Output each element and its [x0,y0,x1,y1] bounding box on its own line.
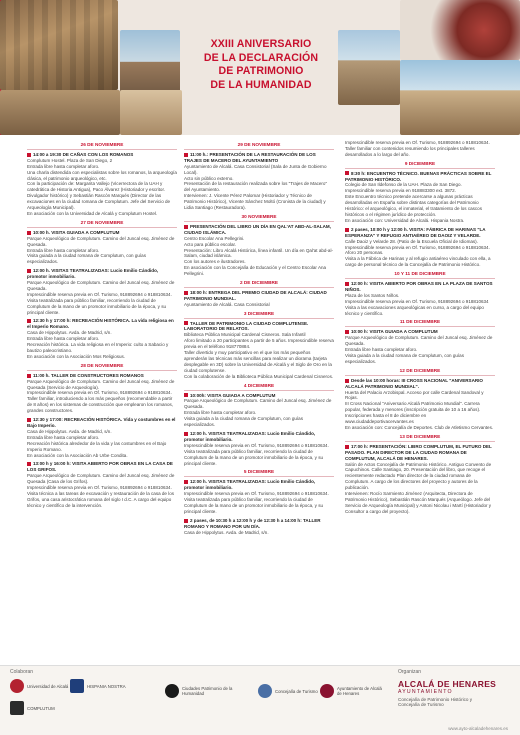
event-detail: Entrada libre hasta completar aforo. [27,434,100,440]
event-detail: En asociación con la Universidad de Alcalá y Complutum Hostel. [27,210,158,216]
event-item [345,171,495,224]
event-detail: Entrada libre hasta completar aforo. [345,347,418,353]
date-heading: 28 DE NOVIEMBRE [27,363,177,371]
turismo-icon [258,684,272,698]
event-detail: Acto para público escolar. [184,241,237,247]
event-title-text: 12:00 h. VISITAS TEATRALIZADAS: Lucio Emilio Cándido, promotor inmobiliario. [184,430,316,442]
event-title-text: 18:00 h: ENTREGA DEL PREMIO CIUDAD DE ALCALÁ: CIUDAD PATRIMONIO MUNDIAL. [184,289,327,301]
event-title [184,224,334,236]
event-title-text: 2 pases, de 10:30 h a 12:00 h y de 12:30 h a 14:00 h: TALLER ROMANO Y ROMANO POR UN DÍA. [184,517,321,529]
date-heading: 10 Y 11 DE DICIEMBRE [345,271,495,279]
website-link[interactable]: www.ayto-alcaladehenares.es [448,726,508,731]
event-detail: En asociación con la Asociación Mos Religiosus. [27,353,126,359]
bullet-icon [184,432,188,436]
event-item [184,321,334,380]
event-detail: Visita teatralizada para público familiar, recorriendo la ciudad de Complutum de la mano de un promotor inmobiliario de la época, y su principal cliente. [184,497,324,514]
event-title-text: 10:00 h: VISITA GUIADA A COMPLUTUM [351,329,438,335]
organizer-department-line: Concejalía de Turismo [398,702,444,708]
university-name: Universidad de Alcalá [27,683,69,689]
bullet-icon [184,321,188,325]
event-detail: Parque Arqueológico de Complutum. Camino del Juncal esq. Jiménez de Quesada. [184,398,332,410]
event-item [184,152,334,211]
event-detail: Intervienen: Rocío Sarmiento Jiménez (Arquitecta, Directora de Patrimonio Histórico), Sebastián Rascón Marqués (Arqueólogo. Jefe del Servicio de Arqueología Municipal) y Antoni Nicolau i Martí (Historiador y Consultor a cargo del proyecto). [345,491,492,514]
ciudades-patrimonio-name: Ciudades Patrimonio de la Humanidad [182,686,233,696]
event-detail: Aforo 20 personas. [345,250,384,256]
program-column-2 [184,140,334,538]
event-title [184,290,334,302]
event-item [184,393,334,428]
event-detail: Imprescindible reserva previa en Of. Turismo, 918892694 o 918810634. [345,140,490,145]
event-detail: Visita teatralizada para público familiar, recorriendo la ciudad de Complutum de la mano de un promotor inmobiliario de la época, y su principal cliente. [184,448,324,466]
event-item [27,152,177,217]
event-detail: Casa de Hippolytus. Avda. de Madrid, s/n. [27,330,112,336]
alcala-name: ALCALÁ DE HENARES [398,679,497,689]
event-detail: Entrada libre hasta completar aforo. [27,336,100,342]
event-detail: Parque Arqueológico de Complutum. Camino del Juncal esq. Jiménez de Quesada (Servicio de Arqueología). [27,378,175,390]
event-detail: Visita técnica a las tareas de excavación y restauración de la casa de los Grifos, una casa aristocrática romana del siglo I d.C. A cargo del equipo técnico y científico de la intervención. [27,490,175,508]
event-detail: Con los autores e ilustradores. [184,259,246,265]
event-item [184,479,334,514]
header-banner [0,0,520,135]
event-title-text: 12:00 h: VISITA ABIERTO POR OBRAS EN LA PLAZA DE SANTOS NIÑOS. [345,281,493,292]
event-item [27,318,177,359]
event-title-text: 11:00 h. TALLER DE CONSTRUCTORES ROMANOS [33,372,144,378]
title-line: XXIII ANIVERSARIO [210,38,312,50]
event-detail: Visita teatralizada para público familiar, recorriendo la ciudad de Complutum de la mano de un promotor inmobiliario de la época, y su principal cliente. [27,297,167,315]
title-line: DE PATRIMONIO [218,65,304,77]
event-detail: Imprescindible reserva previa en Of. Turismo, 918892694 o 918810634. [27,485,172,491]
turismo-name: Concejalía de Turismo [275,688,318,694]
event-title-text: 14:00 a 19:30 DE CAÑAS CON LOS ROMANOS [33,151,134,157]
ciudades-patrimonio-logo [165,684,245,698]
photo-rooftops [0,90,120,135]
event-detail: III Cross Nacional "Aniversario Alcalá Patrimonio Mundial". Carrera popular, federada y menores (inscripción gratuita de 10 a 16 años). Inscripciones hasta el 8 de diciembre en www.ciudaddeportivacervantes.es [345,401,481,425]
bullet-icon [345,379,349,383]
program-column-1 [27,140,177,512]
date-heading: 26 DE NOVIEMBRE [27,142,177,150]
org-label: Organizan [398,669,422,675]
event-title-text: 8:30 h: ENCUENTRO TÉCNICO. BUENAS PRÁCTICAS SOBRE EL PATRIMONIO HISTÓRICO. [345,170,492,182]
bullet-icon [184,393,188,397]
bullet-icon [27,462,31,466]
event-item [345,140,495,158]
ayuntamiento-logo [320,684,385,698]
hispania-nostra-icon [70,679,84,693]
event-title-text: 10:00h: VISITA GUIADA A COMPLUTUM [190,392,276,398]
university-seal-icon [10,679,24,693]
event-item [184,224,334,277]
event-title-text: 13:00 h y 16:00 h: VISITA ABIERTO POR OBRAS EN LA CASA DE LOS GRIFOS. [27,461,173,473]
event-detail: Con la participación de: Margarita Vallejo (Vicerrectora de la UAH y catedrática de Historia Antigua), Paco Álvarez (Historiador y escritor. Divulgador histórico) y Sebastián Rascón Marqués (Director de las excavaciones en la ciudad romana de Complutum. Jefe del Servicio de Arqueología Municipal). [27,181,171,211]
photo-roman-ruins [0,0,118,90]
date-heading: 4 DICIEMBRE [184,383,334,391]
date-heading: 11 DE DICIEMBRE [345,319,495,327]
date-heading: 3 DICIEMBRE [184,311,334,319]
event-title [345,281,495,293]
event-detail: Una charla distendida con especialistas sobre los romanos, la arqueología clásica, el patrimonio arqueológico, etc. [27,169,177,181]
event-item [345,444,495,515]
alcala-sub: AYUNTAMIENTO [398,689,453,695]
bullet-icon [345,171,349,175]
date-heading: 13 DE DICIEMBRE [345,434,495,442]
bullet-icon [345,282,349,286]
event-detail: En asociación con: Universidad de Alcalá. Hispania Nostra. [345,217,465,223]
alcala-organizer-logo [398,679,510,708]
hispania-nostra-name: HISPANIA NOSTRA [87,683,126,689]
event-item [345,227,495,268]
event-item [184,431,334,466]
complutum-icon [10,701,24,715]
event-title-text: 17:00 h: PRESENTACIÓN: LIBRO COMPLUTUM, EL FUTURO DEL PASADO. PLAN DIRECTOR DE LA CIUDAD ROMANA DE COMPLUTUM, ALCALÁ DE HENARES. [345,443,492,461]
bullet-icon [27,269,31,273]
bullet-icon [27,418,31,422]
event-detail: Huerta del Palacio Arzobispal. Acceso por calle Cardenal Sandoval y Rojas. [345,389,484,401]
event-item [345,329,495,364]
event-title [184,518,334,530]
event-detail: Ayuntamiento de Alcalá. Casa Consistorial [184,301,270,307]
event-item [27,373,177,414]
event-detail: Visita guiada a la ciudad romana de Complutum, con guías especializados. [184,416,303,428]
event-title [345,227,495,239]
photo-wine-glass [400,0,520,60]
event-detail: Imprescindible reserva previa en Of. Turismo, 918892694 o 918810634. [27,291,172,297]
ciudades-patrimonio-icon [165,684,179,698]
date-heading: 9 DICIEMBRE [345,161,495,169]
bullet-icon [184,153,188,157]
event-detail: Colegio de San Ildefonso de la UAH. Plaza de San Diego. [345,182,462,188]
event-title [186,38,336,92]
organizer-department-line: Concejalía de Patrimonio Histórico y [398,697,473,702]
event-item [345,378,495,431]
bullet-icon [27,319,31,323]
event-detail: Entrada libre hasta completar aforo. [184,410,257,416]
photo-plaza [338,30,400,105]
event-title-text: 12:30 y 17:00: RECREACIÓN HISTÓRICA. Vida y costumbres en el Bajo Imperio. [27,417,176,428]
event-detail: Ayuntamiento de Alcalá. Casa Consistorial (Sala de Junta de Gobierno Local). [184,163,327,175]
date-heading: 12 DE DICIEMBRE [345,368,495,376]
bullet-icon [345,330,349,334]
event-item [27,461,177,508]
event-detail: En asociación con: Concejalía de Deportes. Club de Atletismo Cervantes. [345,424,494,430]
title-line: DE LA HUMANIDAD [210,78,312,91]
date-heading: 27 DE NOVIEMBRE [27,220,177,228]
event-title-text: 12:30 h y 17:00 h: RECREACIÓN HISTÓRICA. La vida religiosa en el Imperio Romano. [27,318,174,330]
event-detail: Parque Arqueológico de Complutum. Camino del Juncal esq. Jiménez de Quesada. [27,280,175,291]
event-detail: Presentación de la restauración realizada sobre los "Trajes de Macero" del Ayuntamiento. [184,181,328,193]
event-detail: Imprescindible reserva previa en 918883300 ext. 3872. [345,188,456,194]
event-detail: Entrada libre hasta completar aforo. [27,163,100,169]
event-title [27,268,177,280]
event-detail: Visita guiada a la ciudad romana de Complutum, con guías especializados. [27,253,146,265]
date-heading: 5 DICIEMBRE [184,469,334,477]
event-detail: Imprescindible reserva previa en Of. Turismo, 918892694 o 918810634. [27,390,172,396]
bullet-icon [184,291,188,295]
event-title-text: 11:00 h.: PRESENTACIÓN DE LA RESTAURACIÓN DE LOS TRAJES DE MACERO DEL AYUNTAMIENTO [184,151,316,163]
event-item [27,417,177,458]
event-title [27,318,177,330]
collab-label: Colaboran [10,669,34,675]
complutum-logo [10,701,55,715]
event-detail: Imprescindible reserva previa en Of. Turismo, 918892694 o 918810634. [184,442,329,448]
event-detail: Parque Arqueológico de Complutum. Camino del Juncal esq. Jiménez de Quesada. [345,335,493,347]
organizer-departments [398,697,510,708]
event-title [184,152,334,164]
title-line: DE LA DECLARACIÓN [203,51,319,64]
bullet-icon [27,374,31,378]
bullet-icon [184,519,188,523]
date-heading: 2 DE DICIEMBRE [184,280,334,288]
event-detail: Visita a la Fábrica de Harinas y al refugio antiaéreo vinculado con ella, a cargo de personal técnico de la Concejalía de Patrimonio Histórico. [345,256,491,268]
event-title [184,321,334,333]
hispania-nostra-logo [70,679,126,693]
event-detail: Entrada libre hasta completar aforo. [27,247,100,253]
photo-facade [120,90,182,135]
event-title-text: 12:00 h. VISITAS TEATRALIZADAS: Lucio Emilio Cándido, promotor inmobiliario. [184,479,316,491]
event-detail: Imprescindible reserva previa en Of. Turismo, 918892694 o 918810634 [345,298,489,304]
event-detail: Casa de Hippolytus. Avda. de Madrid, s/n. [184,529,269,535]
footer [0,665,520,735]
event-detail: Taller divertido y muy participativo en el que los más pequeños aprenderán las técnicas más sencillas para realizar un diorama (tarjeta desplegable en 3D) sobre la Universidad de Alcalá y el Siglo de Oro en la ciudad complutense. [184,350,332,373]
event-detail: Visita a las excavaciones arqueológicas en curso, a cargo del equipo técnico y científico. [345,304,484,316]
event-item [27,230,177,265]
program-column-3 [345,140,495,518]
event-detail: Este Encuentro técnico pretende acercarse a algunas prácticas desarrolladas en España sobre distintas categorías del Patrimonio Histórico: el arqueológico, el inmaterial, el tratamiento de los cascos históricos o el régimen jurídico de protección. [345,194,482,217]
event-detail: Centro Escolar Ana Pellegrini. [184,235,245,241]
complutum-name: COMPLUTUM [27,705,55,711]
event-detail: Complutum Hostel. Plaza de San Diego, 2 [27,157,113,163]
event-detail: Taller familiar, introduciendo a los más pequeños (recomendable a partir de 8 años) en los sistemas de construcción que emplearon los romanos, grandes constructores. [27,396,174,414]
event-detail: Presentación: Libro Alcalá Histórica, línea infantil. Un día en Qal'at abd-al-Salam, ciudad islámica. [184,247,333,259]
ayuntamiento-name: Ayuntamiento de Alcalá de Henares [337,686,382,696]
event-title [345,444,495,462]
event-detail: Visita guiada a la ciudad romana de Complutum, con guías especializados. [345,353,464,364]
date-heading: 29 DE NOVIEMBRE [184,142,334,150]
event-detail: Taller familiar con contenidos resumiendo los principales talleres desarrollados a lo largo del año. [345,145,475,157]
event-title [345,171,495,183]
ayuntamiento-crest-icon [320,684,334,698]
turismo-logo [258,684,318,698]
event-title-text: 12:00 h. VISITAS TEATRALIZADAS: Lucio Emilio Cándido, promotor inmobiliario. [27,268,159,280]
event-detail: Intervienen: J. Vicente Pérez Palomar (Historiador y Técnico de Patrimonio Histórico), Vicente Sánchez Moltó (Cronista de la ciudad) y Lidia Santiago (Restauradora). [184,193,326,211]
program-columns [27,140,497,662]
event-title-text: PRESENTACIÓN DEL LIBRO UN DÍA EN QAL'AT ABD-AL-SALAM, CIUDAD ISLÁMICA. [184,223,331,235]
event-item [184,290,334,308]
event-detail: Imprescindible reserva previa en Of. Turismo, 918892694 o 918810634. [184,491,329,497]
event-detail: En asociación con la Concejalía de Educación y el Centro Escolar Ana Pellegrini. [184,265,327,277]
event-detail: Con la colaboración de la Biblioteca Pública Municipal Cardenal Cisneros. [184,373,334,379]
event-item [184,518,334,536]
event-title [184,431,334,443]
event-detail: En asociación con la Asociación Ab Urbe Condita. [27,452,128,458]
event-title [345,378,495,390]
event-detail: Salón de Actos Concejalía de Patrimonio Histórico. Antiguo Convento de Capuchinos. Calle Santiago, 20. Presentación del libro, que recoge el recientemente redactado Plan director de la ciudad romana de Complutum. A cargo de los directores del proyecto y autores de la publicación. [345,461,492,491]
event-detail: Plaza de los Santos Niños. [345,292,400,298]
event-item [345,281,495,316]
event-detail: Biblioteca Pública Municipal Cardenal Cisneros. Sala Infantil [184,332,306,338]
event-item [27,268,177,315]
bullet-icon [345,228,349,232]
event-detail: Imprescindible reserva previa en Of. Turismo, 918892694 o 918810634. [345,244,490,250]
event-title [27,461,177,473]
university-logo [10,679,68,693]
event-detail: Parque Arqueológico de Complutum. Camino del Juncal esq. Jiménez de Quesada. [27,235,175,247]
event-detail: Aforo limitado a 20 participantes a partir de 5 años. Imprescindible reserva previa en el teléfono 918770884. [184,338,334,350]
event-detail: Casa de Hippolytus. Avda. de Madrid, s/n. [27,428,112,434]
event-title-text: TALLER DE PATRIMONIO LA CIUDAD COMPLUTENSE. LABORATORIO DE RELATOS. [184,320,309,332]
event-detail: Acto sin público externo. [184,175,234,181]
bullet-icon [345,445,349,449]
event-title-text: Desde las 10:00 horas: III CROSS NACIONAL "ANIVERSARIO ALCALÁ PATRIMONIO MUNDIAL". [345,377,483,389]
event-detail: Recreación histórica alrededor de la vida y las costumbres en el Bajo Imperio Romano. [27,440,167,452]
event-title [184,479,334,491]
date-heading: 30 NOVIEMBRE [184,214,334,222]
event-detail: Parque Arqueológico de Complutum. Camino del Juncal esq. Jiménez de Quesada (Casa de los Grifos). [27,473,175,485]
bullet-icon [184,480,188,484]
bullet-icon [184,225,188,229]
event-title-text: 10:00 h. VISITA GUIADA A COMPLUTUM [33,229,120,235]
event-detail: Calle Daoiz y Velarde 28. (Patio de la Escuela Oficial de Idiomas). [345,238,478,244]
photo-university [400,60,520,135]
event-title [27,417,177,429]
bullet-icon [27,153,31,157]
event-detail: Recreación histórica. La vida religiosa en el Imperio: culto a Sabacio y bautizo paleocristiano. [27,342,169,353]
event-title-text: 2 pases, 10:00 h y 12:00 h. VISITA: FÁBRICA DE HARINAS "LA ESPERANZA" Y REFUGIO ANTIAÉREO DE DAOIZ Y VELARDE. [345,226,486,238]
bullet-icon [27,231,31,235]
